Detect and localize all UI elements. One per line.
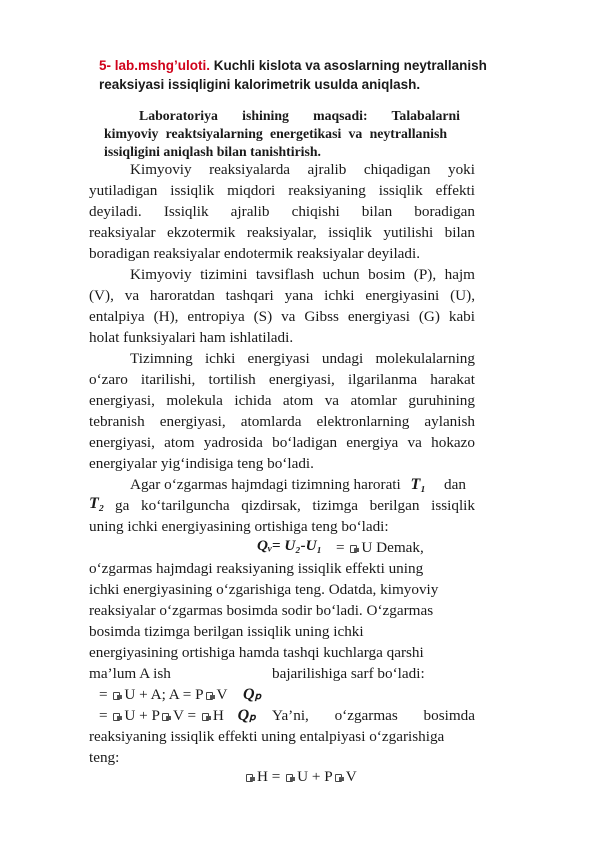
para2-line-2: (V), va haroratdan tashqari yana ichki energiyasini (U), [89, 287, 475, 304]
aim-line-3: issiqligini aniqlash bilan tanishtirish. [104, 144, 322, 159]
qv-equals [336, 539, 424, 557]
para3-line-5: energiyasi, atom yadrosida bo‘ladigan energiya va hokazo [89, 434, 475, 451]
para3-line-3: energiyasi, molekula ichida atom va atomlar guruhining [89, 392, 475, 409]
para1-line-3: deyiladi. Issiqlik ajralib chiqishi bilan boradigan [89, 203, 475, 220]
eq2-h: H [212, 707, 224, 724]
para4-line-14: teng: [89, 749, 120, 766]
para4-line-13: reaksiyaning issiqlik effekti uning entalpiyasi o‘zgarishiga [89, 728, 445, 745]
t1-symbol: T₁ [410, 476, 426, 493]
eq2-sign: = [99, 707, 108, 724]
para4-line-2: ga ko‘tarilguncha qizdirsak, tizimga berilgan issiqlik [115, 497, 475, 514]
para1-line-2: yutiladigan issiqlik miqdori reaksiyaning issiqlik effekti [89, 182, 475, 199]
para3-line-2: o‘zaro itarilishi, tortilish energiyasi, ilgarilanma harakat [89, 371, 475, 388]
qp-symbol: Qₚ [243, 686, 262, 703]
lab-title-line-2: reaksiyasi issiqligini kalorimetrik usulda aniqlash. [99, 77, 421, 92]
aim-line-1: Laboratoriya ishining maqsadi: Talabalarni [139, 108, 460, 123]
eq1-v: V [216, 686, 228, 703]
final-h: H = [257, 768, 285, 785]
para2-line-4: holat funksiyalari ham ishlatiladi. [89, 329, 294, 346]
delta-symbol-icon [285, 773, 296, 782]
para1-line-4: reaksiyalar ekzotermik reaksiyalar, issiqlik yutilishi bilan [89, 224, 475, 241]
para4-line-9: energiyasining ortishiga hamda tashqi kuchlarga qarshi [89, 644, 424, 661]
delta-symbol-icon [201, 712, 212, 721]
para4-line-3: uning ichki energiyasining ortishiga teng bo‘ladi: [89, 518, 389, 535]
para2-line-3: entalpiya (H), entropiya (S) va Gibss energiyasi (G) kabi [89, 308, 475, 325]
eq1-sign: = [99, 686, 108, 703]
para1-line-1: Kimyoviy reaksiyalarda ajralib chiqadigan yoki [130, 161, 475, 178]
para4-line-8: bosimda tizimga berilgan issiqlik uning ichki [89, 623, 364, 640]
lab-title-line-1 [99, 57, 487, 75]
delta-symbol-icon [205, 691, 216, 700]
para4-line-10a: ma’lum A ish [89, 665, 171, 682]
para3-line-4: tebranish energiyasi, atomlarda elektronlarning aylanish [89, 413, 475, 430]
para3-line-1: Tizimning ichki energiyasi undagi molekulalarning [130, 350, 475, 367]
qv-formula: Qᵥ= U₂-U₁ [257, 537, 322, 554]
eq2-mid: V = [172, 707, 197, 724]
para4-line-1-text: Agar o‘zgarmas hajmdagi tizimning harorati [130, 476, 401, 493]
delta-symbol-icon [161, 712, 172, 721]
para4-line-10b: bajarilishiga sarf bo‘ladi: [272, 665, 425, 682]
delta-symbol-icon [245, 773, 256, 782]
para4-line-1 [130, 476, 426, 494]
final-v: V [345, 768, 357, 785]
delta-symbol-icon [112, 691, 123, 700]
para1-line-5: boradigan reaksiyalar endotermik reaksiyalar deyiladi. [89, 245, 421, 262]
eq-sign: = [336, 539, 349, 556]
eq-demak: U Demak, [361, 539, 424, 556]
para4-dan: dan [444, 476, 466, 493]
equation-1 [99, 686, 261, 704]
qp-symbol: Qₚ [237, 707, 256, 724]
equation-2 [99, 707, 256, 725]
final-equation [244, 768, 357, 786]
para4-line-5: o‘zgarmas hajmdagi reaksiyaning issiqlik effekti uning [89, 560, 424, 577]
delta-symbol-icon [334, 773, 345, 782]
aim-line-2: kimyoviy reaktsiyalarning energetikasi va neytrallanish [104, 126, 447, 141]
eq2-body: U + P [124, 707, 160, 724]
lab-number: 5- lab.mshg’uloti. [99, 58, 211, 73]
para4-line-6: ichki energiyasining o‘zgarishiga teng. Odatda, kimyoviy [89, 581, 439, 598]
final-body: U + P [297, 768, 333, 785]
para4-line-7: reaksiyalar o‘zgarmas bosimda sodir bo‘ladi. O‘zgarmas [89, 602, 434, 619]
delta-symbol-icon [349, 544, 360, 553]
para2-line-1: Kimyoviy tizimini tavsiflash uchun bosim (P), hajm [130, 266, 475, 283]
delta-symbol-icon [112, 712, 123, 721]
lab-title: Kuchli kislota va asoslarning neytrallanish [210, 58, 487, 73]
para3-line-6: energiyalar yig‘indisiga teng bo‘ladi. [89, 455, 314, 472]
eq1-body: U + A; A = P [124, 686, 204, 703]
para4-yani: Ya’ni, o‘zgarmas bosimda [272, 707, 475, 724]
t2-symbol: T₂ [89, 495, 105, 512]
